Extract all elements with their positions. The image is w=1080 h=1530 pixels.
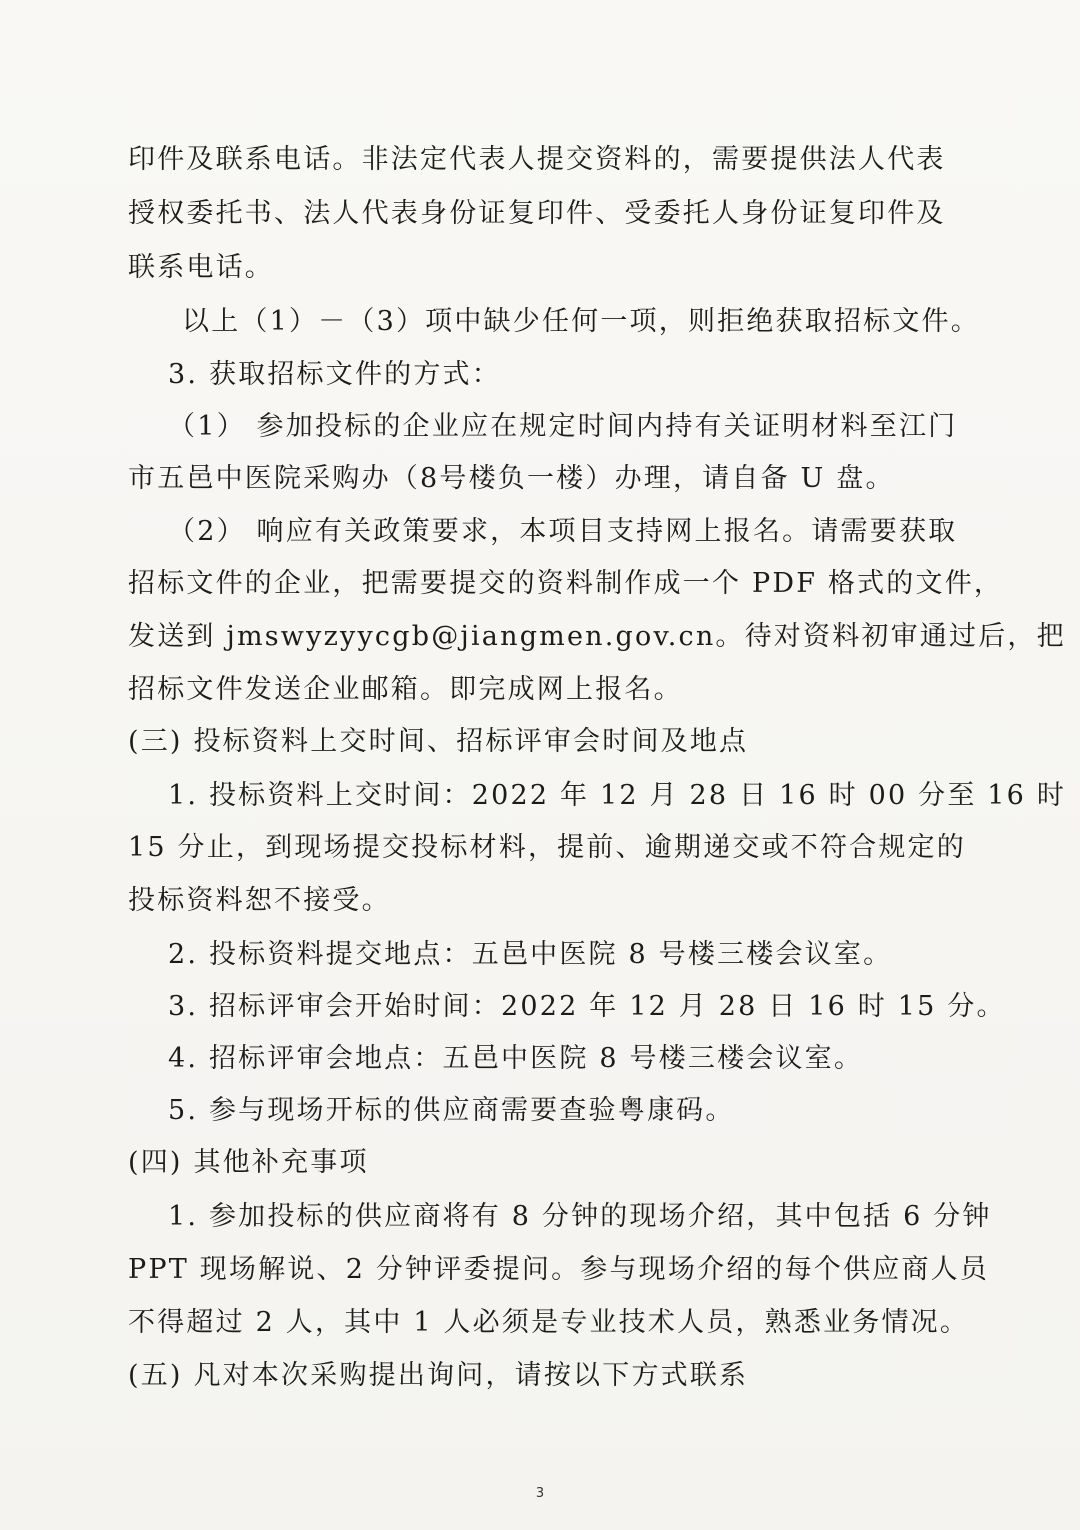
text-line: 市五邑中医院采购办（8号楼负一楼）办理，请自备 U 盘。 [128, 463, 895, 494]
text-line-email: 发送到 jmswyzyycgb@jiangmen.gov.cn。待对资料初审通过后，把 [128, 621, 1066, 652]
section-heading: (四) 其他补充事项 [128, 1147, 369, 1178]
text-line: PPT 现场解说、2 分钟评委提问。参与现场介绍的每个供应商人员 [128, 1254, 990, 1285]
text-line: 5. 参与现场开标的供应商需要查验粤康码。 [168, 1095, 735, 1126]
section-heading: (五) 凡对本次采购提出询问，请按以下方式联系 [128, 1360, 749, 1391]
page-number: 3 [535, 1486, 545, 1501]
text-line: 投标资料恕不接受。 [128, 885, 391, 916]
text-line: 印件及联系电话。非法定代表人提交资料的，需要提供法人代表 [128, 144, 946, 175]
text-line: 3. 招标评审会开始时间：2022 年 12 月 28 日 16 时 15 分。 [168, 991, 1006, 1022]
section-heading: (三) 投标资料上交时间、招标评审会时间及地点 [128, 726, 749, 757]
text-line: （2） 响应有关政策要求，本项目支持网上报名。请需要获取 [168, 516, 958, 547]
text-line: 招标文件的企业，把需要提交的资料制作成一个 PDF 格式的文件， [128, 568, 1004, 599]
text-line: 15 分止，到现场提交投标材料，提前、逾期递交或不符合规定的 [128, 832, 966, 863]
text-line: 以上（1）－（3）项中缺少任何一项，则拒绝获取招标文件。 [182, 306, 980, 337]
text-line: （1） 参加投标的企业应在规定时间内持有关证明材料至江门 [168, 411, 958, 442]
text-line: 联系电话。 [128, 252, 274, 283]
text-line: 2. 投标资料提交地点：五邑中医院 8 号楼三楼会议室。 [168, 939, 893, 970]
section-item: 3. 获取招标文件的方式： [168, 359, 501, 390]
text-line: 1. 投标资料上交时间：2022 年 12 月 28 日 16 时 00 分至 16 时 [168, 780, 1067, 811]
text-line: 1. 参加投标的供应商将有 8 分钟的现场介绍，其中包括 6 分钟 [168, 1201, 992, 1232]
text-line: 授权委托书、法人代表身份证复印件、受委托人身份证复印件及 [128, 198, 946, 229]
text-line: 不得超过 2 人，其中 1 人必须是专业技术人员，熟悉业务情况。 [128, 1307, 970, 1338]
text-line: 招标文件发送企业邮箱。即完成网上报名。 [128, 674, 683, 705]
text-line: 4. 招标评审会地点：五邑中医院 8 号楼三楼会议室。 [168, 1043, 864, 1074]
